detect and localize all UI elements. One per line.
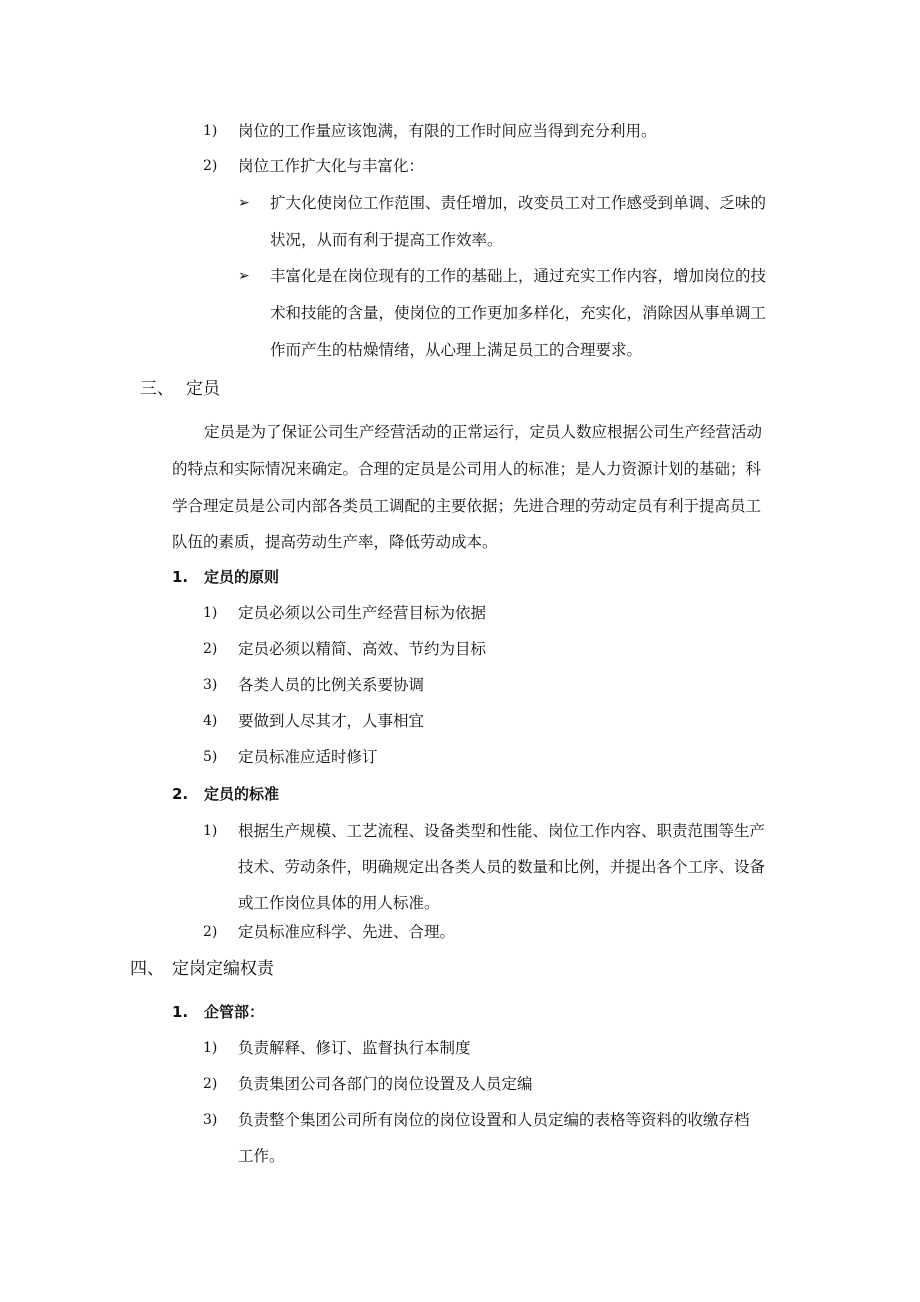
item-number: 2) <box>203 1076 218 1092</box>
item-number: 2) <box>203 158 218 174</box>
item-number: 3) <box>203 1112 218 1128</box>
item-number: 3) <box>203 677 218 693</box>
paragraph-line: 学合理定员是公司内部各类员工调配的主要依据；先进合理的劳动定员有利于提高员工 <box>172 497 762 515</box>
section-title: 定岗定编权责 <box>172 959 274 979</box>
arrow-bullet-icon: ➢ <box>238 268 250 284</box>
item-text: 定员必须以公司生产经营目标为依据 <box>238 604 487 622</box>
subsection-title: 企管部： <box>204 1003 265 1021</box>
section-title: 定员 <box>186 379 220 399</box>
item-number: 5) <box>203 749 218 765</box>
item-number: 1) <box>203 1040 218 1056</box>
item-text: 定员标准应适时修订 <box>238 748 378 766</box>
item-text: 定员标准应科学、先进、合理。 <box>238 923 456 941</box>
bullet-text: 扩大化使岗位工作范围、责任增加，改变员工对工作感受到单调、乏味的 <box>270 194 767 212</box>
paragraph-line: 队伍的素质，提高劳动生产率，降低劳动成本。 <box>172 533 498 551</box>
item-number: 2) <box>203 641 218 657</box>
subsection-number: 2. <box>172 785 189 803</box>
bullet-text: 丰富化是在岗位现有的工作的基础上，通过充实工作内容，增加岗位的技 <box>270 267 767 285</box>
item-text: 技术、劳动条件，明确规定出各类人员的数量和比例，并提出各个工序、设备 <box>238 858 766 876</box>
paragraph-line: 定员是为了保证公司生产经营活动的正常运行，定员人数应根据公司生产经营活动 <box>204 423 763 441</box>
item-text: 岗位的工作量应该饱满，有限的工作时间应当得到充分利用。 <box>238 122 657 140</box>
section-number: 三、 <box>140 379 174 399</box>
subsection-number: 1. <box>172 1003 189 1021</box>
bullet-text: 状况，从而有利于提高工作效率。 <box>270 231 503 249</box>
subsection-number: 1. <box>172 568 189 586</box>
subsection-title: 定员的原则 <box>204 568 280 586</box>
bullet-text: 术和技能的含量，使岗位的工作更加多样化，充实化，消除因从事单调工 <box>270 304 767 322</box>
item-text: 负责集团公司各部门的岗位设置及人员定编 <box>238 1075 533 1093</box>
item-text: 负责解释、修订、监督执行本制度 <box>238 1039 471 1057</box>
item-number: 1) <box>203 123 218 139</box>
item-number: 1) <box>203 605 218 621</box>
subsection-title: 定员的标准 <box>204 785 280 803</box>
item-text: 岗位工作扩大化与丰富化： <box>238 157 425 175</box>
item-text: 定员必须以精简、高效、节约为目标 <box>238 640 487 658</box>
paragraph-line: 的特点和实际情况来确定。合理的定员是公司用人的标准；是人力资源计划的基础；科 <box>172 460 762 478</box>
item-number: 1) <box>203 823 218 839</box>
item-text: 根据生产规模、工艺流程、设备类型和性能、岗位工作内容、职责范围等生产 <box>238 822 766 840</box>
item-text: 负责整个集团公司所有岗位的岗位设置和人员定编的表格等资料的收缴存档 <box>238 1111 750 1129</box>
item-number: 4) <box>203 713 218 729</box>
item-text: 要做到人尽其才，人事相宜 <box>238 712 425 730</box>
section-number: 四、 <box>130 959 164 979</box>
item-number: 2) <box>203 924 218 940</box>
bullet-text: 作而产生的枯燥情绪，从心理上满足员工的合理要求。 <box>270 341 643 359</box>
item-text: 或工作岗位具体的用人标准。 <box>238 894 440 912</box>
arrow-bullet-icon: ➢ <box>238 195 250 211</box>
item-text: 各类人员的比例关系要协调 <box>238 676 425 694</box>
item-text: 工作。 <box>238 1147 285 1165</box>
